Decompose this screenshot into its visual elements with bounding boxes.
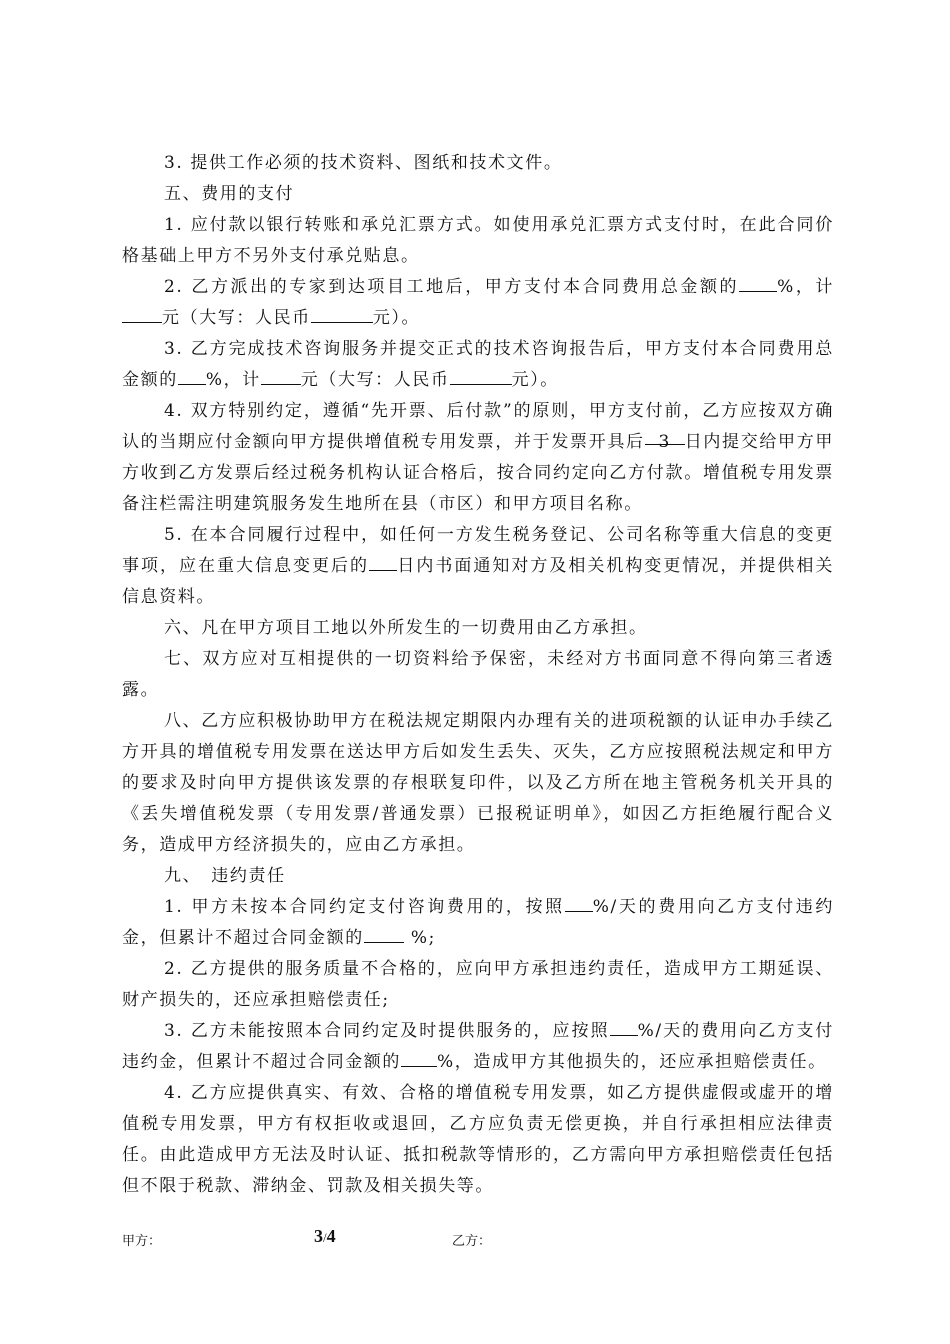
paragraph <box>122 179 834 210</box>
paragraph-text: 4. 双方特别约定，遵循“先开票、后付款”的原则，甲方支付前，乙方应按双方确认的当期应付金额向甲方提供增值税专用发票，并于发票开具后 <box>122 401 834 452</box>
paragraph-text: 1. 甲方未按本合同约定支付咨询费用的，按照 <box>164 897 565 917</box>
paragraph <box>122 148 834 179</box>
page-current: 3 <box>314 1226 323 1246</box>
fill-in-blank <box>739 274 777 292</box>
fill-in-blank: 3 <box>645 427 685 445</box>
paragraph <box>122 334 834 396</box>
paragraph-text: 3. 乙方未能按照本合同约定及时提供服务的，应按照 <box>164 1021 610 1041</box>
paragraph <box>122 1078 834 1202</box>
fill-in-blank <box>369 553 397 571</box>
paragraph-text: %，计 <box>777 277 834 297</box>
paragraph-text: 元（大写：人民币 <box>162 308 311 328</box>
paragraph-text: 五、费用的支付 <box>164 184 295 204</box>
paragraph-text: 元（大写：人民币 <box>300 370 450 390</box>
paragraph-text: 元）。 <box>511 370 559 390</box>
paragraph <box>122 706 834 861</box>
paragraph-text: 六、凡在甲方项目工地以外所发生的一切费用由乙方承担。 <box>164 618 648 638</box>
paragraph-text: %，计 <box>205 370 261 390</box>
paragraph-text: 3. 提供工作必须的技术资料、图纸和技术文件。 <box>164 153 563 173</box>
paragraph-text: 4. 乙方应提供真实、有效、合格的增值税专用发票，如乙方提供虚假或虚开的增值税专用发票，甲方有权拒收或退回，乙方应负责无偿更换，并自行承担相应法律责任。由此造成甲方无法及时认证、抵扣税款等情形的，乙方需向甲方承担赔偿责任包括但不限于税款、滞纳金、罚款及相关损失等。 <box>122 1083 834 1196</box>
paragraph <box>122 272 834 334</box>
paragraph <box>122 396 834 520</box>
page-footer <box>0 1226 950 1250</box>
paragraph-text: 3. 乙方完成技术咨询服务并提交正式的技术咨询报告后，甲方支付本合同费用总金额的 <box>122 339 834 390</box>
paragraph-text: 元）。 <box>372 308 421 328</box>
fill-in-blank <box>401 1049 437 1067</box>
fill-in-blank <box>565 894 593 912</box>
paragraph-text: 1. 应付款以银行转账和承兑汇票方式。如使用承兑汇票方式支付时，在此合同价格基础上甲方不另外支付承兑贴息。 <box>122 215 834 266</box>
fill-in-blank <box>122 305 162 323</box>
paragraph <box>122 1016 834 1078</box>
paragraph <box>122 210 834 272</box>
fill-in-blank <box>311 305 373 323</box>
paragraph <box>122 861 834 892</box>
paragraph-text: 2. 乙方提供的服务质量不合格的，应向甲方承担违约责任，造成甲方工期延误、财产损失的，还应承担赔偿责任; <box>122 959 834 1010</box>
contract-body <box>122 148 834 1202</box>
paragraph <box>122 892 834 954</box>
paragraph <box>122 954 834 1016</box>
page-number <box>314 1226 336 1247</box>
paragraph-text: 八、乙方应积极协助甲方在税法规定期限内办理有关的进项税额的认证申办手续乙方开具的增值税专用发票在送达甲方后如发生丢失、灭失，乙方应按照税法规定和甲方的要求及时向甲方提供该发票的存根联复印件，以及乙方所在地主管税务机关开具的《丢失增值税发票（专用发票/普通发票）已报税证明单》，如因乙方拒绝履行配合义务，造成甲方经济损失的，应由乙方承担。 <box>122 711 834 855</box>
paragraph-text: 九、 违约责任 <box>164 866 286 886</box>
paragraph-text: %/天的费用向乙方支付违约金，但累计不超过合同金额的 <box>122 897 834 948</box>
party-b-label: 乙方： <box>452 1234 492 1249</box>
paragraph-text: 七、双方应对互相提供的一切资料给予保密，未经对方书面同意不得向第三者透露。 <box>122 649 834 700</box>
paragraph-text: 日内书面通知对方及相关机构变更情况，并提供相关信息资料。 <box>122 556 834 607</box>
fill-in-blank <box>364 925 404 943</box>
paragraph-text: %，造成甲方其他损失的，还应承担赔偿责任。 <box>437 1052 827 1072</box>
page-total: 4 <box>326 1226 336 1246</box>
fill-in-blank <box>178 367 206 385</box>
paragraph-text: 2. 乙方派出的专家到达项目工地后，甲方支付本合同费用总金额的 <box>164 277 740 297</box>
party-a-label: 甲方： <box>122 1234 162 1249</box>
paragraph-text: 5. 在本合同履行过程中，如任何一方发生税务登记、公司名称等重大信息的变更事项，应在重大信息变更后的 <box>122 525 834 576</box>
fill-in-blank <box>610 1018 638 1036</box>
fill-in-blank <box>450 367 512 385</box>
page-separator: / <box>323 1230 327 1245</box>
paragraph-text: %; <box>403 928 436 948</box>
fill-in-blank <box>261 367 301 385</box>
paragraph-text: %/天的费用向乙方支付违约金，但累计不超过合同金额的 <box>122 1021 834 1072</box>
paragraph <box>122 644 834 706</box>
paragraph <box>122 520 834 613</box>
paragraph <box>122 613 834 644</box>
paragraph-text: 日内提交给甲方甲方收到乙方发票后经过税务机构认证合格后，按合同约定向乙方付款。增值税专用发票备注栏需注明建筑服务发生地所在县（市区）和甲方项目名称。 <box>122 432 834 514</box>
